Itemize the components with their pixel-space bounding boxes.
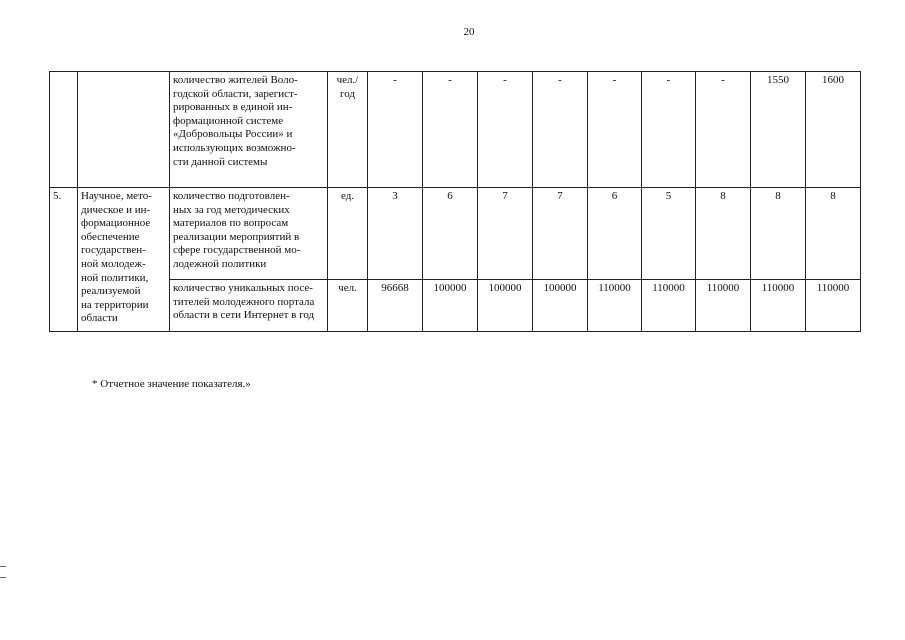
project-cell <box>78 72 170 188</box>
unit-cell: ед. <box>328 188 368 280</box>
value-cell: - <box>478 72 533 188</box>
value-cell: 8 <box>696 188 751 280</box>
indicator-cell: количество подготовлен- ных за год методических материалов по вопросам реализации мероприятий в сфере государственной мо- лодежной политики <box>170 188 328 280</box>
value-cell: - <box>368 72 423 188</box>
row-index-cell: 5. <box>50 188 78 332</box>
scan-edge-mark <box>0 566 6 567</box>
row-index-cell <box>50 72 78 188</box>
value-cell: 100000 <box>423 280 478 332</box>
value-cell: 96668 <box>368 280 423 332</box>
project-cell: Научное, мето- дическое и ин- формационное обеспечение государствен- ной молодеж- ной политики, реализуемой на территории области <box>78 188 170 332</box>
value-cell: 3 <box>368 188 423 280</box>
value-cell: 8 <box>806 188 861 280</box>
indicator-cell: количество уникальных посе- тителей молодежного портала области в сети Интернет в год <box>170 280 328 332</box>
value-cell: 7 <box>478 188 533 280</box>
value-cell: - <box>588 72 642 188</box>
value-cell: - <box>696 72 751 188</box>
value-cell: 100000 <box>478 280 533 332</box>
value-cell: 110000 <box>806 280 861 332</box>
unit-cell: чел. <box>328 280 368 332</box>
value-cell: 5 <box>642 188 696 280</box>
value-cell: 1550 <box>751 72 806 188</box>
unit-cell: чел./ год <box>328 72 368 188</box>
value-cell: 110000 <box>751 280 806 332</box>
value-cell: 100000 <box>533 280 588 332</box>
value-cell: - <box>533 72 588 188</box>
scan-edge-mark <box>0 577 6 578</box>
table-row <box>50 280 861 332</box>
value-cell: 110000 <box>696 280 751 332</box>
value-cell: 1600 <box>806 72 861 188</box>
value-cell: - <box>423 72 478 188</box>
value-cell: 7 <box>533 188 588 280</box>
page-number: 20 <box>463 26 475 38</box>
value-cell: 6 <box>423 188 478 280</box>
indicator-cell: количество жителей Воло- годской области, зарегист- рированных в единой ин- формационной системе «Добровольцы России» и использующих возможно- сти данной системы <box>170 72 328 188</box>
value-cell: 110000 <box>642 280 696 332</box>
value-cell: 8 <box>751 188 806 280</box>
value-cell: 6 <box>588 188 642 280</box>
value-cell: 110000 <box>588 280 642 332</box>
table-row <box>50 72 861 188</box>
footnote: * Отчетное значение показателя.» <box>92 378 251 390</box>
indicators-table <box>49 71 861 332</box>
value-cell: - <box>642 72 696 188</box>
table-row <box>50 188 861 280</box>
